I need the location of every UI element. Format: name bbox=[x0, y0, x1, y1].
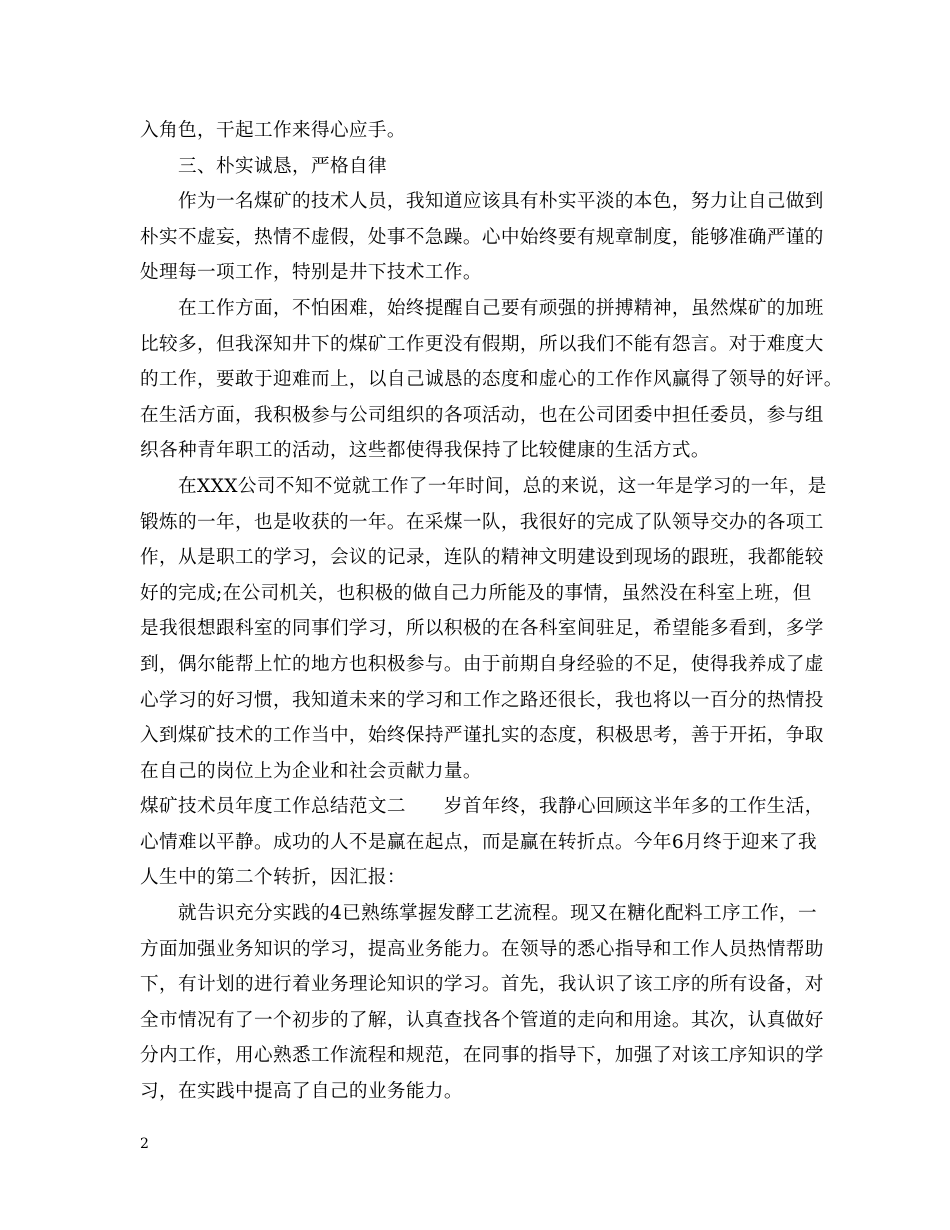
text-line: 在自己的岗位上为企业和社会贡献力量。 bbox=[140, 760, 482, 782]
text-line: 分内工作，用心熟悉工作流程和规范，在同事的指导下，加强了对该工序知识的学 bbox=[140, 1045, 824, 1067]
text-line: 到，偶尔能帮上忙的地方也积极参与。由于前期自身经验的不足，使得我养成了虚 bbox=[140, 653, 824, 675]
text-line: 处理每一项工作，特别是井下技术工作。 bbox=[140, 262, 482, 284]
text-line: 就告识充分实践的4已熟练掌握发酵工艺流程。现又在糖化配料工序工作，一 bbox=[178, 903, 818, 925]
text-line: 织各种青年职工的活动，这些都使得我保持了比较健康的生活方式。 bbox=[140, 440, 710, 462]
text-line: 人生中的第二个转折，因汇报： bbox=[140, 867, 406, 889]
page-number: 2 bbox=[140, 1136, 149, 1152]
text-line: 在生活方面，我积极参与公司组织的各项活动，也在公司团委中担任委员，参与组 bbox=[140, 404, 824, 426]
text-line: 作，从是职工的学习，会议的记录，连队的精神文明建设到现场的跟班，我都能较 bbox=[140, 547, 824, 569]
text-line: 全市情况有了一个初步的了解，认真查找各个管道的走向和用途。其次，认真做好 bbox=[140, 1009, 824, 1031]
text-line: 的工作，要敢于迎难而上，以自己诚恳的态度和虚心的工作作风赢得了领导的好评。 bbox=[140, 369, 843, 391]
text-line: 入到煤矿技术的工作当中，始终保持严谨扎实的态度，积极思考，善于开拓，争取 bbox=[140, 725, 824, 747]
text-line: 比较多，但我深知井下的煤矿工作更没有假期，所以我们不能有怨言。对于难度大 bbox=[140, 333, 824, 355]
text-line: 在工作方面，不怕困难，始终提醒自己要有顽强的拼搏精神，虽然煤矿的加班 bbox=[178, 297, 824, 319]
text-line: 作为一名煤矿的技术人员，我知道应该具有朴实平淡的本色，努力让自己做到 bbox=[178, 191, 824, 213]
document-body bbox=[140, 113, 843, 1110]
text-line: 好的完成;在公司机关，也积极的做自己力所能及的事情，虽然没在科室上班，但 bbox=[140, 582, 812, 604]
text-line: 入角色，干起工作来得心应手。 bbox=[140, 120, 406, 141]
text-line: 朴实不虚妄，热情不虚假，处事不急躁。心中始终要有规章制度，能够准确严谨的 bbox=[140, 226, 824, 248]
text-line: 是我很想跟科室的同事们学习，所以积极的在各科室间驻足，希望能多看到，多学 bbox=[140, 618, 824, 640]
text-line: 方面加强业务知识的学习，提高业务能力。在领导的悉心指导和工作人员热情帮助 bbox=[140, 938, 824, 960]
text-line: 心情难以平静。成功的人不是赢在起点，而是赢在转折点。今年6月终于迎来了我 bbox=[140, 831, 818, 853]
text-line: 在XXX公司不知不觉就工作了一年时间，总的来说，这一年是学习的一年，是 bbox=[178, 475, 827, 497]
text-line: 下，有计划的进行着业务理论知识的学习。首先，我认识了该工序的所有设备，对 bbox=[140, 974, 824, 996]
text-line: 煤矿技术员年度工作总结范文二 岁首年终，我静心回顾这半年多的工作生活， bbox=[140, 796, 824, 818]
text-line: 锻炼的一年，也是收获的一年。在采煤一队，我很好的完成了队领导交办的各项工 bbox=[140, 511, 824, 533]
text-line: 三、朴实诚恳，严格自律 bbox=[178, 155, 387, 177]
text-line: 心学习的好习惯，我知道未来的学习和工作之路还很长，我也将以一百分的热情投 bbox=[140, 689, 824, 711]
text-line: 习，在实践中提高了自己的业务能力。 bbox=[140, 1081, 463, 1103]
